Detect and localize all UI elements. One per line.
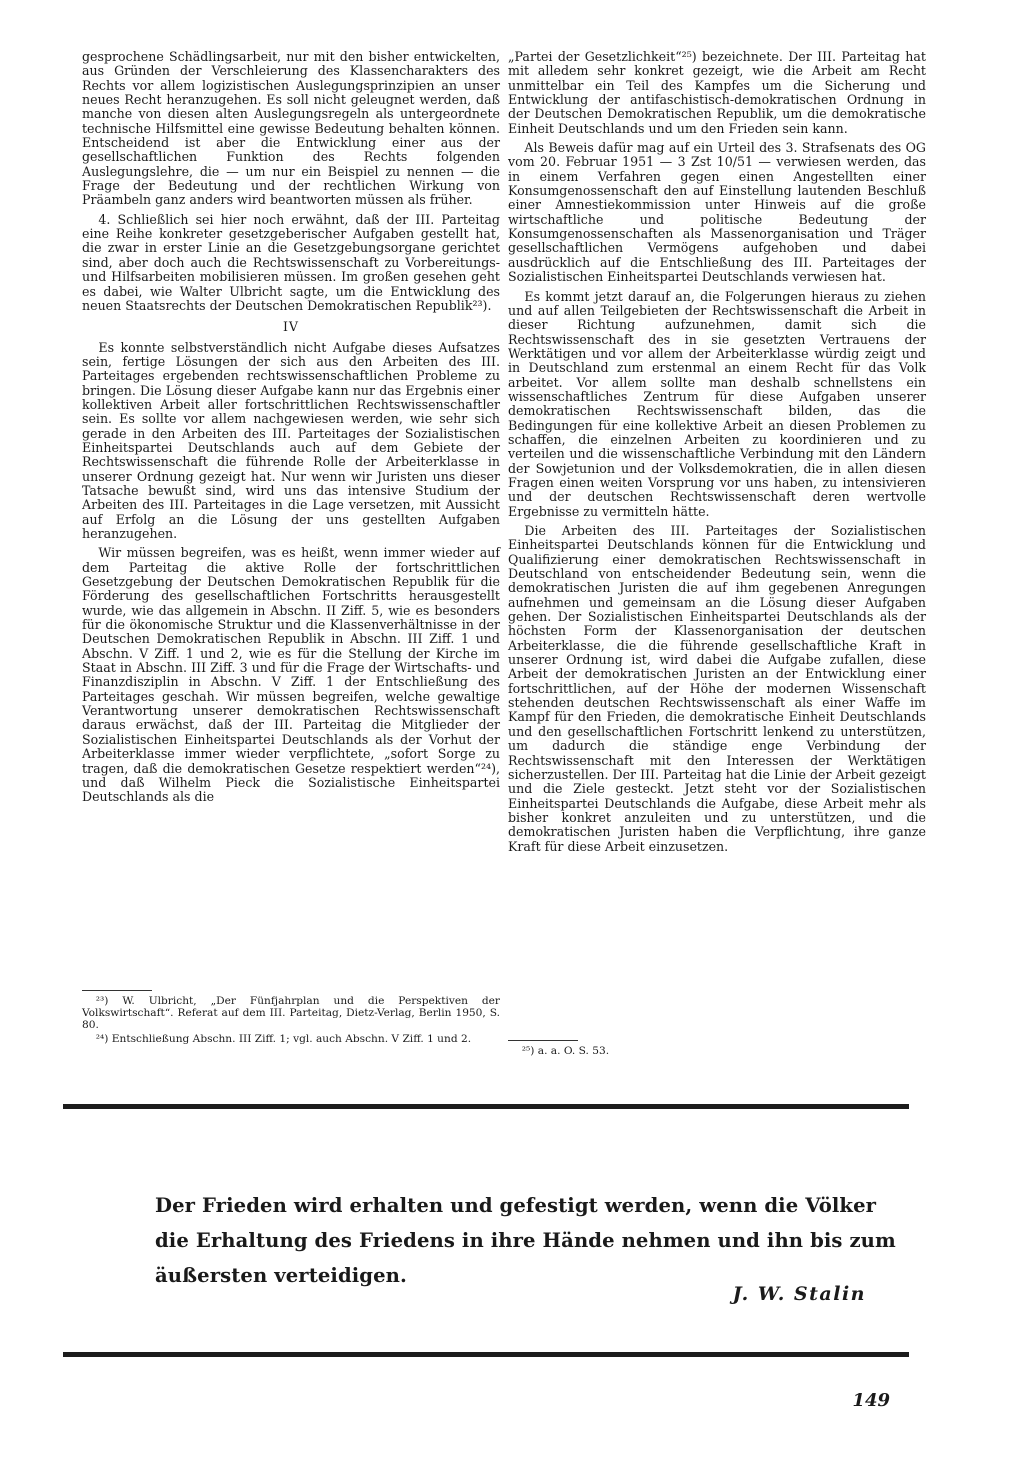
footnote-rule bbox=[508, 1040, 578, 1041]
left-footnotes bbox=[82, 990, 500, 1046]
right-text-column bbox=[508, 50, 926, 854]
paragraph: Als Beweis dafür mag auf ein Urteil des 3. Strafsenats des OG vom 20. Februar 1951 — 3 Zst 10/51 — verwiesen werden, das in einem Verfahren gegen einen Angestellten einer Konsumgenossenschaft den auf Einstellung lautenden Beschluß einer Amnestiekommission unter Hinweis auf die große wirtschaftliche und politische Bedeutung der Konsumgenossenschaften als Massenorganisation und Träger gesellschaftlichen Vermögens aufgehoben und dabei ausdrücklich auf die Entschließung des III. Parteitages der Sozialistischen Einheitspartei Deutschlands verwiesen hat. bbox=[508, 140, 926, 285]
paragraph: Es konnte selbstverständlich nicht Aufgabe dieses Aufsatzes sein, fertige Lösungen der sich aus den Arbeiten des III. Parteitages ergebenden rechtswissenschaftlichen Probleme zu bringen. Die Lösung dieser Aufgabe kann nur das Ergebnis einer kollektiven Arbeit aller fortschrittlichen Rechtswissenschaftler sein. Es sollte vor allem nachgewiesen werden, wie sehr sich gerade in den Arbeiten des III. Parteitages der Sozialistischen Einheitspartei Deutschlands auch auf dem Gebiete der Rechtswissenschaft die führende Rolle der Arbeiterklasse in unserer Ordnung gezeigt hat. Nur wenn wir Juristen uns dieser Tatsache bewußt sind, wird uns das intensive Studium der Arbeiten des III. Parteitages in die Lage versetzen, mit Aussicht auf Erfolg an die Lösung der uns gestellten Aufgaben heranzugehen. bbox=[82, 339, 500, 541]
paragraph: Wir müssen begreifen, was es heißt, wenn immer wieder auf dem Parteitag die aktive Rolle der fortschrittlichen Gesetzgebung der Deutschen Demokratischen Republik für die Förderung des gesellschaftlichen Fortschritts herausgestellt wurde, wie das allgemein in Abschn. II Ziff. 5, wie es besonders für die ökonomische Struktur und die Klassenverhältnisse in der Deutschen Demokratischen Republik in Abschn. III Ziff. 1 und Abschn. V Ziff. 1 und 2, wie es für die Stellung der Kirche im Staat in Abschn. III Ziff. 3 und für die Frage der Wirtschafts- und Finanzdisziplin in Abschn. V Ziff. 1 der Entschließung des Parteitages geschah. Wir müssen begreifen, welche gewaltige Verantwortung unserer demokratischen Rechtswissenschaft daraus erwächst, daß der III. Parteitag die Mitglieder der Sozialistischen Einheitspartei Deutschlands als der Vorhut der Arbeiterklasse immer wieder verpflichtete, „sofort Sorge zu tragen, daß die demokratischen Gesetze respektiert werden“²⁴), und daß Wilhelm Pieck die Sozialistische Einheitspartei Deutschlands als die bbox=[82, 545, 500, 805]
top-divider-rule bbox=[63, 1104, 909, 1109]
paragraph: „Partei der Gesetzlichkeit“²⁵) bezeichnete. Der III. Parteitag hat mit alledem sehr konkret gezeigt, wie die Arbeit am Recht unmittelbar ein Teil des Kampfes um die Sicherung und Entwicklung der antifaschistisch-demokratischen Ordnung in der Deutschen Demokratischen Republik, um die demokratische Einheit Deutschlands und um den Frieden sein kann. bbox=[508, 49, 926, 136]
bottom-divider-rule bbox=[63, 1352, 909, 1357]
left-text-column bbox=[82, 50, 500, 805]
footnote-24: ²⁴) Entschließung Abschn. III Ziff. 1; vgl. auch Abschn. V Ziff. 1 und 2. bbox=[95, 1032, 472, 1045]
footnote-25: ²⁵) a. a. O. S. 53. bbox=[521, 1045, 610, 1057]
footnote-23: ²³) W. Ulbricht, „Der Fünfjahrplan und die Perspektiven der Volkswirtschaft“. Referat auf dem III. Parteitag, Dietz-Verlag, Berlin 1950, S. 80. bbox=[82, 995, 500, 1032]
section-heading: IV bbox=[282, 319, 300, 335]
paragraph: gesprochene Schädlingsarbeit, nur mit den bisher entwickelten, aus Gründen der Verschleierung des Klassencharakters des Rechts vor allem logizistischen Auslegungsprinzipien an unser neues Recht heranzugehen. Es soll nicht geleugnet werden, daß manche von diesen alten Auslegungsregeln als untergeordnete technische Hilfsmittel eine gewisse Bedeutung behalten können. Entscheidend ist aber die Entwicklung einer aus der gesellschaftlichen Funktion des Rechts folgenden Auslegungslehre, die — um nur ein Beispiel zu nennen — die Frage der Bedeutung und der rechtlichen Wirkung von Präambeln ganz anders wird beantworten müssen als früher. bbox=[82, 49, 500, 208]
quote-author: J. W. Stalin bbox=[732, 1283, 866, 1305]
quote-line: äußersten verteidigen. bbox=[155, 1264, 407, 1287]
paragraph: 4. Schließlich sei hier noch erwähnt, daß der III. Parteitag eine Reihe konkreter gesetzgeberischer Aufgaben gestellt hat, die zwar in erster Linie an die Gesetzgebungsorgane gerichtet sind, aber doch auch die Rechtswissenschaft zu Vorbereitungs- und Hilfsarbeiten mobilisieren müssen. Im großen gesehen geht es dabei, wie Walter Ulbricht sagte, um die Entwicklung des neuen Staatsrechts der Deutschen Demokratischen Republik²³). bbox=[82, 211, 500, 313]
paragraph: Es kommt jetzt darauf an, die Folgerungen hieraus zu ziehen und auf allen Teilgebieten der Rechtswissenschaft die Arbeit in dieser Richtung aufzunehmen, damit sich die Rechtswissenschaft des in sie gesetzten Vertrauens der Werktätigen und vor allem der Arbeiterklasse würdig zeigt und in Deutschland zum erstenmal an einem Recht für das Volk arbeitet. Vor allem sollte man deshalb schnellstens ein wissenschaftliches Zentrum für diese Aufgaben unserer demokratischen Rechtswissenschaft bilden, das die Bedingungen für eine kollektive Arbeit an diesen Problemen zu schaffen, die einzelnen Arbeiten zu koordinieren und zu verteilen und die wissenschaftliche Verbindung mit den Ländern der Sowjetunion und der Volksdemokratien, die in allen diesen Fragen einen weiten Vorsprung vor uns haben, zu intensivieren und der deutschen Rechtswissenschaft deren wertvolle Ergebnisse zu vermitteln hätte. bbox=[508, 288, 926, 519]
right-footnotes bbox=[508, 1040, 926, 1058]
stalin-quote bbox=[155, 1188, 896, 1293]
page-number: 149 bbox=[852, 1390, 890, 1411]
quote-line: die Erhaltung des Friedens in ihre Hände nehmen und ihn bis zum bbox=[155, 1229, 896, 1252]
footnote-rule bbox=[82, 990, 152, 991]
quote-line: Der Frieden wird erhalten und gefestigt werden, wenn die Völker bbox=[155, 1194, 877, 1217]
paragraph: Die Arbeiten des III. Parteitages der Sozialistischen Einheitspartei Deutschlands können für die Entwicklung und Qualifizierung einer demokratischen Rechtswissenschaft in Deutschland von entscheidender Bedeutung sein, wenn die demokratischen Juristen die auf ihm gegebenen Anregungen aufnehmen und gemeinsam an die Lösung dieser Aufgaben gehen. Der Sozialistischen Einheitspartei Deutschlands als der höchsten Form der Klassenorganisation der deutschen Arbeiterklasse, die die führende gesellschaftliche Kraft in unserer Ordnung ist, wird dabei die Aufgabe zufallen, diese Arbeit der demokratischen Juristen an der Entwicklung einer fortschrittlichen, auf der Höhe der modernen Wissenschaft stehenden deutschen Rechtswissenschaft als einer Waffe im Kampf für den Frieden, die demokratische Einheit Deutschlands und den gesellschaftlichen Fortschritt lenkend zu unterstützen, um dadurch die ständige enge Verbindung der Rechtswissenschaft mit den Interessen der Werktätigen sicherzustellen. Der III. Parteitag hat die Linie der Arbeit gezeigt und die Ziele gesteckt. Jetzt steht vor der Sozialistischen Einheitspartei Deutschlands die Aufgabe, diese Arbeit mehr als bisher konkret anzuleiten und zu unterstützen, und die demokratischen Juristen haben die Verpflichtung, ihre ganze Kraft für diese Arbeit einzusetzen. bbox=[508, 523, 926, 854]
